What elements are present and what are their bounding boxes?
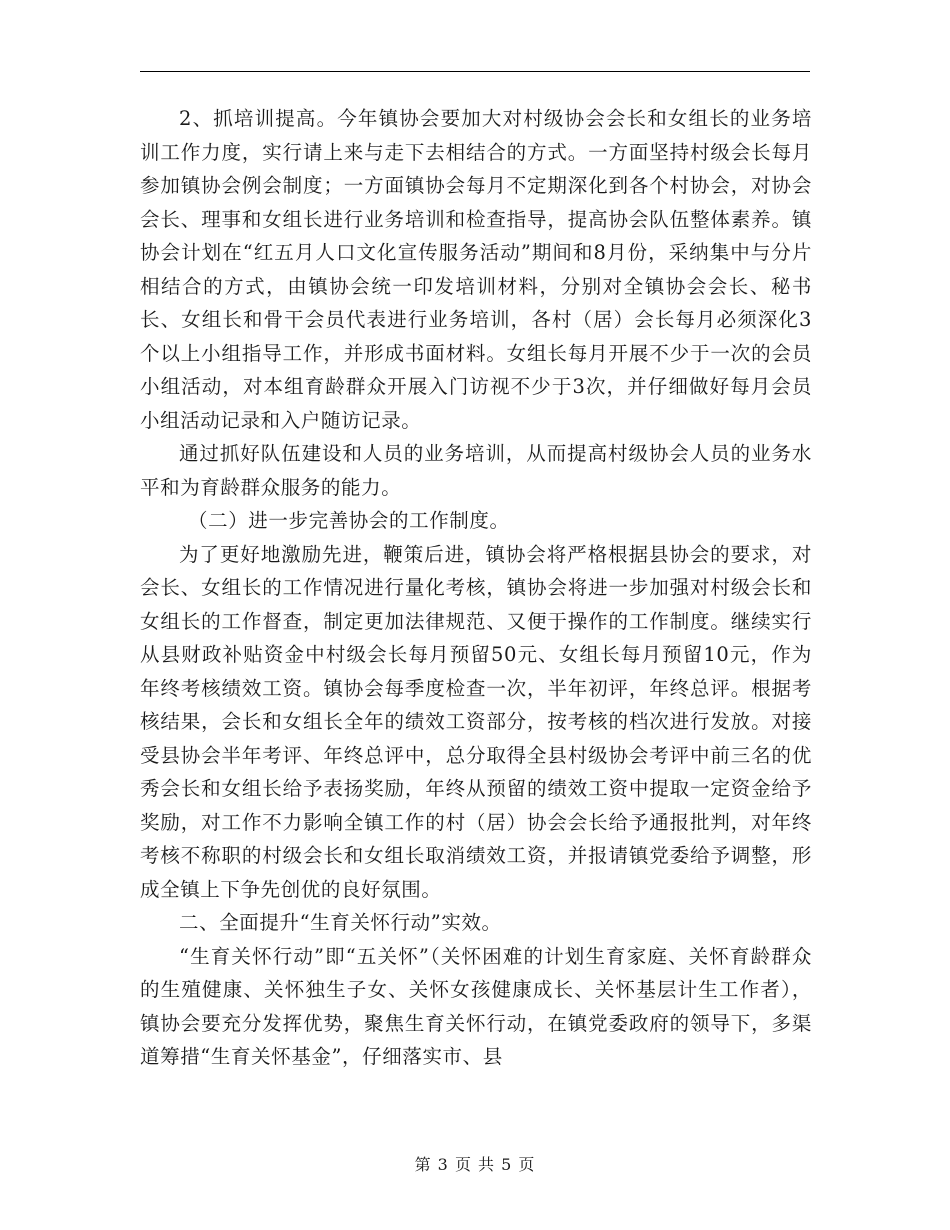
section-heading-care-action: 二、全面提升“生育关怀行动”实效。 (179, 911, 502, 934)
paragraph-five-cares: “生育关怀行动”即“五关怀”（关怀困难的计划生育家庭、关怀育龄群众的生殖健康、关怀独生子女、关怀女孩健康成长、关怀基层计生工作者），镇协会要充分发挥优势，聚焦生育关怀行动，在镇党委政府的领导下，多渠道筹措“生育关怀基金”，仔细落实市、县 (140, 944, 812, 1068)
section-heading-work-system: （二）进一步完善协会的工作制度。 (188, 509, 510, 532)
paragraph-assessment: 为了更好地激励先进，鞭策后进，镇协会将严格根据县协会的要求，对会长、女组长的工作情况进行量化考核，镇协会将进一步加强对村级会长和女组长的工作督查，制定更加法律规范、又便于操作的工作制度。继续实行从县财政补贴资金中村级会长每月预留50元、女组长每月预留10元，作为年终考核绩效工资。镇协会每季度检查一次，半年初评，年终总评。根据考核结果，会长和女组长全年的绩效工资部分，按考核的档次进行发放。对接受县协会半年考评、年终总评中，总分取得全县村级协会考评中前三名的优秀会长和女组长给予表扬奖励，年终从预留的绩效工资中提取一定资金给予奖励，对工作不力影响全镇工作的村（居）协会会长给予通报批判，对年终考核不称职的村级会长和女组长取消绩效工资，并报请镇党委给予调整，形成全镇上下争先创优的良好氛围。 (140, 542, 812, 901)
paragraph-team-building: 通过抓好队伍建设和人员的业务培训，从而提高村级协会人员的业务水平和为育龄群众服务的能力。 (140, 442, 812, 499)
document-body (140, 102, 812, 1074)
paragraph-training: 2、抓培训提高。今年镇协会要加大对村级协会会长和女组长的业务培训工作力度，实行请上来与走下去相结合的方式。一方面坚持村级会长每月参加镇协会例会制度；一方面镇协会每月不定期深化到各个村协会，对协会会长、理事和女组长进行业务培训和检查指导，提高协会队伍整体素养。镇协会计划在“红五月人口文化宣传服务活动”期间和8月份，采纳集中与分片相结合的方式，由镇协会统一印发培训材料，分别对全镇协会会长、秘书长、女组长和骨干会员代表进行业务培训，各村（居）会长每月必须深化3个以上小组指导工作，并形成书面材料。女组长每月开展不少于一次的会员小组活动，对本组育龄群众开展入门访视不少于3次，并仔细做好每月会员小组活动记录和入户随访记录。 (140, 107, 812, 432)
header-rule (140, 71, 810, 72)
page-number: 第 3 页 共 5 页 (414, 1155, 536, 1174)
